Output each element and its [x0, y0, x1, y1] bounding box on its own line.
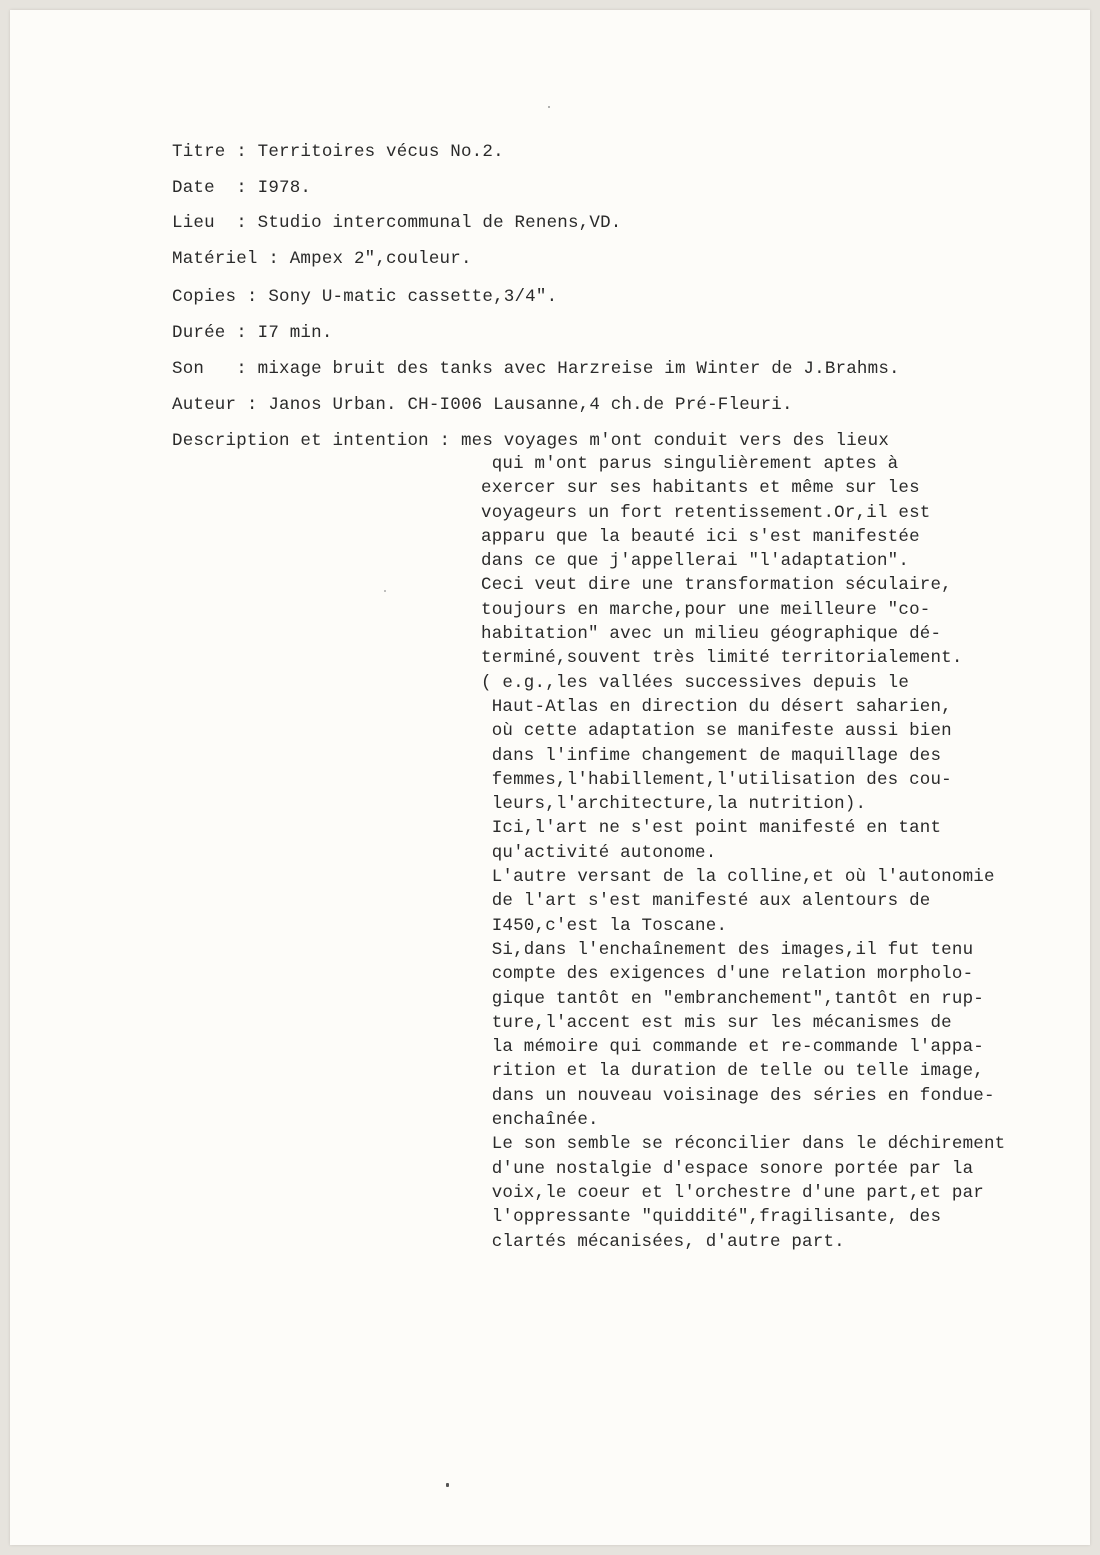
description-line: où cette adaptation se manifeste aussi bien	[481, 721, 952, 742]
field-label: Durée	[172, 323, 226, 343]
description-line: l'oppressante "quiddité",fragilisante, des	[481, 1207, 942, 1228]
field-label: Titre	[172, 142, 226, 162]
description-line: enchaînée.	[481, 1110, 599, 1131]
description-line: I450,c'est la Toscane.	[481, 915, 728, 936]
description-line: rition et la duration de telle ou telle image,	[481, 1061, 984, 1082]
description-line: dans l'infime changement de maquillage des	[481, 745, 942, 766]
field-value: Studio intercommunal de Renens,VD.	[257, 213, 622, 233]
description-line: qu'activité autonome.	[481, 842, 717, 863]
field-copies	[172, 285, 557, 309]
field-separator: :	[236, 287, 269, 307]
field-label: Son	[172, 359, 205, 379]
description-line: ture,l'accent est mis sur les mécanismes de	[481, 1012, 952, 1033]
description-line: apparu que la beauté ici s'est manifestée	[481, 526, 920, 547]
field-label: Description et intention	[172, 431, 429, 451]
field-value: Sony U-matic cassette,3/4".	[268, 287, 558, 307]
field-separator: :	[204, 359, 258, 379]
description-line: leurs,l'architecture,la nutrition).	[481, 794, 867, 815]
description-line: Ici,l'art ne s'est point manifesté en tant	[481, 818, 942, 839]
field-value: Janos Urban. CH-I006 Lausanne,4 ch.de Pré-Fleuri.	[268, 395, 793, 415]
description-line: terminé,souvent très limité territorialement.	[481, 648, 963, 669]
paper-speck	[446, 1483, 449, 1487]
field-separator: :	[428, 431, 461, 451]
description-line: compte des exigences d'une relation morpholo-	[481, 964, 974, 985]
paper-speck	[384, 590, 386, 592]
paper-speck	[548, 106, 550, 108]
description-line: dans ce que j'appellerai "l'adaptation".	[481, 551, 910, 572]
field-materiel	[172, 247, 472, 271]
field-value: I7 min.	[257, 323, 333, 343]
field-value: Territoires vécus No.2.	[257, 142, 504, 162]
description-line: Haut-Atlas en direction du désert saharien,	[481, 696, 952, 717]
field-titre	[172, 140, 504, 164]
description-line: L'autre versant de la colline,et où l'autonomie	[481, 867, 995, 888]
field-separator: :	[214, 213, 258, 233]
field-value: I978.	[257, 178, 312, 198]
field-label: Auteur	[172, 395, 237, 415]
field-lieu	[172, 211, 621, 235]
field-separator: :	[225, 142, 258, 162]
description-line: toujours en marche,pour une meilleure "co-	[481, 599, 931, 620]
field-separator: :	[214, 178, 258, 198]
description-line: qui m'ont parus singulièrement aptes à	[481, 454, 899, 474]
field-label: Date	[172, 178, 215, 198]
field-date	[172, 176, 311, 200]
description-line: la mémoire qui commande et re-commande l'appa-	[481, 1037, 984, 1058]
description-line: de l'art s'est manifesté aux alentours de	[481, 891, 931, 912]
description-line: Le son semble se réconcilier dans le déchirement	[481, 1134, 1006, 1155]
field-label: Copies	[172, 287, 237, 307]
field-separator: :	[257, 249, 290, 269]
description-line: voyageurs un fort retentissement.Or,il est	[481, 502, 931, 523]
description-line: dans un nouveau voisinage des séries en fondue-	[481, 1085, 995, 1106]
description-line: femmes,l'habillement,l'utilisation des cou-	[481, 769, 952, 790]
description-first-line: mes voyages m'ont conduit vers des lieux	[460, 431, 890, 451]
field-label: Lieu	[172, 213, 215, 233]
description-line: ( e.g.,les vallées successives depuis le	[481, 672, 910, 693]
description-line: gique tantôt en "embranchement",tantôt en rup-	[481, 988, 984, 1009]
description-line: exercer sur ses habitants et même sur les	[481, 478, 920, 499]
field-value: Ampex 2",couleur.	[289, 249, 472, 269]
description-line: Si,dans l'enchaînement des images,il fut tenu	[481, 939, 974, 960]
field-description	[172, 429, 889, 453]
description-line: Ceci veut dire une transformation séculaire,	[481, 575, 952, 596]
field-value: mixage bruit des tanks avec Harzreise im Winter de J.Brahms.	[257, 359, 900, 379]
field-separator: :	[225, 323, 258, 343]
description-line: voix,le coeur et l'orchestre d'une part,et par	[481, 1182, 984, 1203]
description-line: d'une nostalgie d'espace sonore portée par la	[481, 1158, 974, 1179]
description-body	[481, 452, 1005, 1254]
field-separator: :	[236, 395, 269, 415]
field-label: Matériel	[172, 249, 258, 269]
description-line: clartés mécanisées, d'autre part.	[481, 1231, 845, 1252]
field-duree	[172, 321, 333, 345]
field-auteur	[172, 393, 793, 417]
description-line: habitation" avec un milieu géographique dé-	[481, 624, 942, 645]
field-son	[172, 357, 900, 381]
